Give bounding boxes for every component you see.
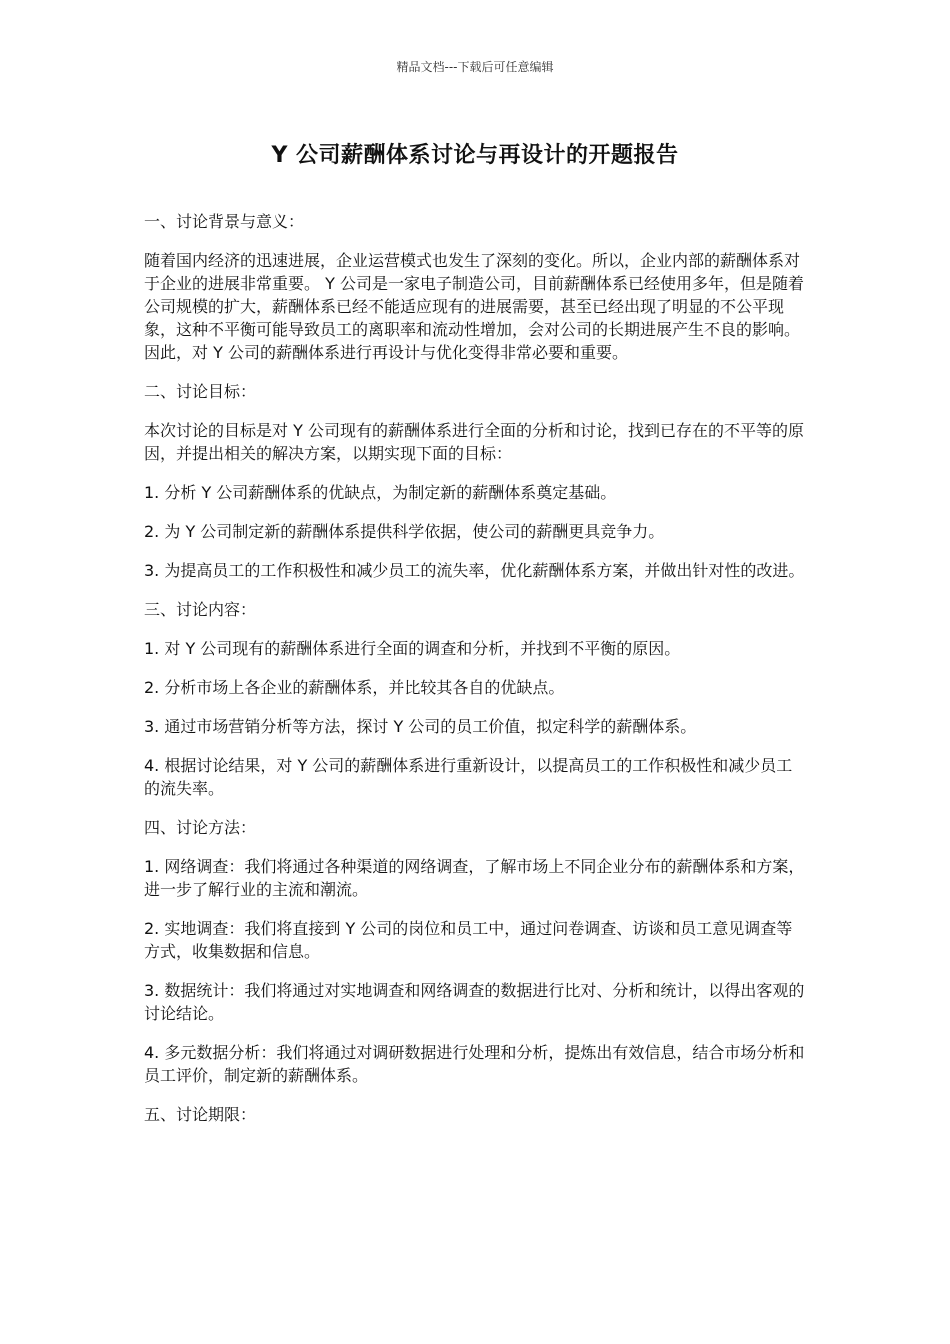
list-item-content-2: 2. 分析市场上各企业的薪酬体系，并比较其各自的优缺点。 [144, 678, 565, 697]
document-title: Y 公司薪酬体系讨论与再设计的开题报告 [271, 143, 679, 168]
list-item-method-1: 1. 网络调查：我们将通过各种渠道的网络调查，了解市场上不同企业分布的薪酬体系和方案，进一步了解行业的主流和潮流。 [144, 857, 805, 899]
list-item-method-2: 2. 实地调查：我们将直接到 Y 公司的岗位和员工中，通过问卷调查、访谈和员工意见调查等方式，收集数据和信息。 [144, 919, 793, 961]
section-heading-content: 三、讨论内容： [144, 600, 257, 619]
document-body [144, 210, 808, 1142]
section-heading-methods: 四、讨论方法： [144, 818, 257, 837]
list-item-objective-3: 3. 为提高员工的工作积极性和减少员工的流失率，优化薪酬体系方案，并做出针对性的改进。 [144, 561, 805, 580]
list-item-content-4: 4. 根据讨论结果，对 Y 公司的薪酬体系进行重新设计，以提高员工的工作积极性和减少员工的流失率。 [144, 756, 793, 798]
section-heading-objectives: 二、讨论目标： [144, 382, 257, 401]
list-item-method-3: 3. 数据统计：我们将通过对实地调查和网络调查的数据进行比对、分析和统计，以得出客观的讨论结论。 [144, 981, 805, 1023]
list-item-content-3: 3. 通过市场营销分析等方法，探讨 Y 公司的员工价值，拟定科学的薪酬体系。 [144, 717, 697, 736]
list-item-method-4: 4. 多元数据分析：我们将通过对调研数据进行处理和分析，提炼出有效信息，结合市场分析和员工评价，制定新的薪酬体系。 [144, 1043, 805, 1085]
paragraph-background: 随着国内经济的迅速进展，企业运营模式也发生了深刻的变化。所以，企业内部的薪酬体系对于企业的进展非常重要。 Y 公司是一家电子制造公司，目前薪酬体系已经使用多年，但是随着公司规模的扩大，薪酬体系已经不能适应现有的进展需要，甚至已经出现了明显的不公平现象，这种不平衡可能导致员工的离职率和流动性增加，会对公司的长期进展产生不良的影响。因此，对 Y 公司的薪酬体系进行再设计与优化变得非常必要和重要。 [144, 251, 804, 362]
section-heading-timeline: 五、讨论期限： [144, 1105, 257, 1124]
paragraph-objectives-intro: 本次讨论的目标是对 Y 公司现有的薪酬体系进行全面的分析和讨论，找到已存在的不平等的原因，并提出相关的解决方案，以期实现下面的目标： [144, 421, 804, 463]
list-item-objective-1: 1. 分析 Y 公司薪酬体系的优缺点，为制定新的薪酬体系奠定基础。 [144, 483, 617, 502]
list-item-content-1: 1. 对 Y 公司现有的薪酬体系进行全面的调查和分析，并找到不平衡的原因。 [144, 639, 681, 658]
header-note: 精品文档---下载后可任意编辑 [396, 60, 554, 74]
section-heading-background: 一、讨论背景与意义： [144, 212, 305, 231]
list-item-objective-2: 2. 为 Y 公司制定新的薪酬体系提供科学依据，使公司的薪酬更具竞争力。 [144, 522, 665, 541]
